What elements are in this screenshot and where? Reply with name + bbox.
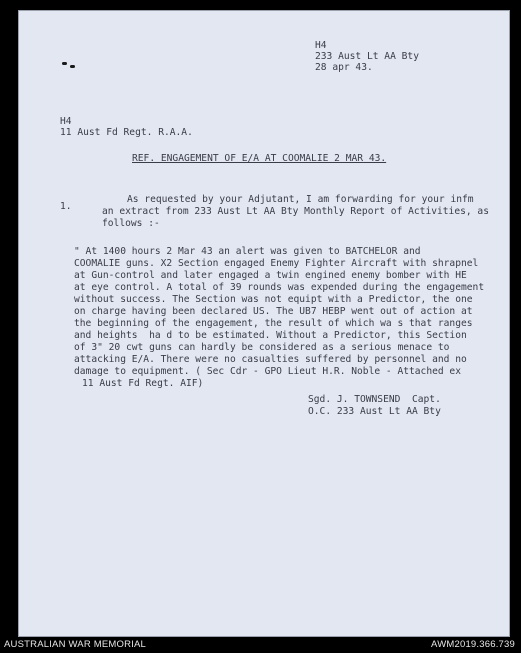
extract-line: damage to equipment. ( Sec Cdr - GPO Lieut H.R. Noble - Attached ex	[74, 366, 461, 377]
extract-line: " At 1400 hours 2 Mar 43 an alert was given to BATCHELOR and	[74, 246, 421, 257]
extract-line: the beginning of the engagement, the result of which wa s that ranges	[74, 318, 473, 329]
subject-heading: REF. ENGAGEMENT OF E/A AT COOMALIE 2 MAR 43.	[132, 153, 387, 164]
intro-line: As requested by your Adjutant, I am forwarding for your infm	[127, 194, 474, 205]
archive-footer	[0, 637, 521, 653]
paragraph-number: 1.	[60, 201, 72, 212]
extract-line: on charge having been declared US. The UB7 HEBP went out of action at	[74, 306, 473, 317]
intro-line: an extract from 233 Aust Lt AA Bty Monthly Report of Activities, as	[102, 206, 489, 217]
extract-line: and heights ha d to be estimated. Without a Predictor, this Section	[74, 330, 467, 341]
footer-institution: AUSTRALIAN WAR MEMORIAL	[4, 639, 147, 650]
letterhead-date: 28 apr 43.	[315, 62, 373, 73]
punch-hole-mark	[62, 62, 67, 65]
extract-line: at Gun-control and later engaged a twin engined enemy bomber with HE	[74, 270, 467, 281]
document-page	[18, 10, 510, 637]
extract-line: without success. The Section was not equipt with a Predictor, the one	[74, 294, 473, 305]
letterhead-unit: 233 Aust Lt AA Bty	[315, 51, 419, 62]
extract-line: 11 Aust Fd Regt. AIF)	[82, 378, 204, 389]
intro-line: follows :-	[102, 218, 160, 229]
recipient-ref: H4	[60, 116, 72, 127]
footer-catalogue-number: AWM2019.366.739	[431, 639, 515, 650]
extract-line: of 3" 20 cwt guns can hardly be considered as a serious menace to	[74, 342, 450, 353]
letterhead-ref: H4	[315, 40, 327, 51]
extract-line: attacking E/A. There were no casualties suffered by personnel and no	[74, 354, 467, 365]
signature-name: Sgd. J. TOWNSEND Capt.	[308, 394, 441, 405]
signature-title: O.C. 233 Aust Lt AA Bty	[308, 406, 441, 417]
extract-line: at eye control. A total of 39 rounds was expended during the engagement	[74, 282, 485, 293]
punch-hole-mark	[70, 65, 75, 68]
extract-line: COOMALIE guns. X2 Section engaged Enemy Fighter Aircraft with shrapnel	[74, 258, 479, 269]
recipient-unit: 11 Aust Fd Regt. R.A.A.	[60, 127, 193, 138]
